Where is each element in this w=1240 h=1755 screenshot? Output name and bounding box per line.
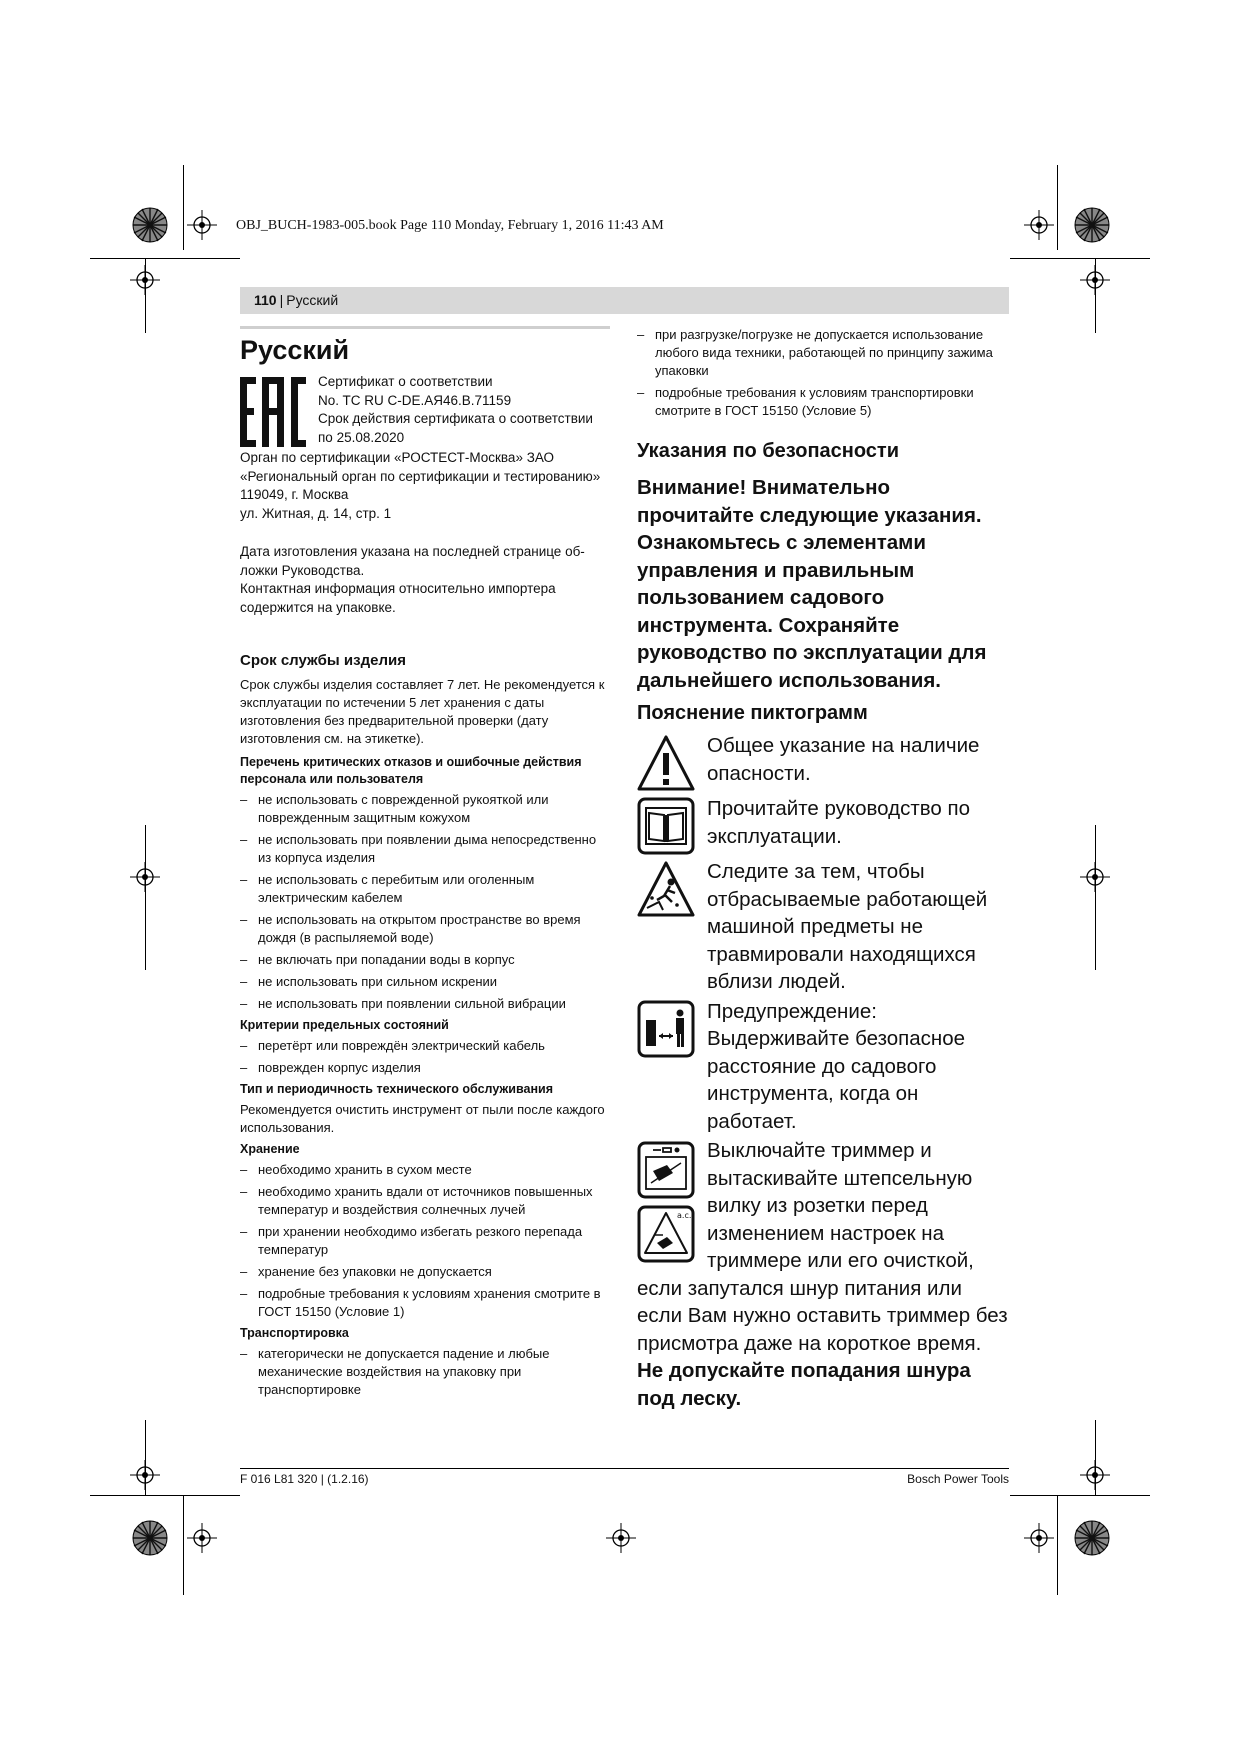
transport-list xyxy=(240,1345,610,1399)
unplug-icon xyxy=(637,1141,695,1199)
list-item: – подробные требования к условиям хранения смотрите в ГОСТ 15150 (Условие 1) xyxy=(240,1285,610,1321)
footer-doc-code: F 016 L81 320 | (1.2.16) xyxy=(240,1472,369,1486)
cert-line: по 25.08.2020 xyxy=(318,429,405,445)
registration-starburst-icon xyxy=(131,1519,169,1557)
limits-heading: Критерии предельных состояний xyxy=(240,1018,449,1032)
date-line: Контактная информация относительно импортера xyxy=(240,581,556,596)
safety-warning: Внимание! Внимательно прочитайте следующие указания. Ознакомьтесь с элементами управления и правильным пользованием садового инструмента. Сохраняйте руководство по эксплуатации для дальнейшего использования. xyxy=(637,476,987,692)
storage-list xyxy=(240,1161,610,1321)
certification-org xyxy=(240,449,610,523)
org-line: 119049, г. Москва xyxy=(240,487,349,502)
crosshair-mark-icon xyxy=(187,1523,217,1553)
page-header xyxy=(240,287,1009,314)
pictograms-heading: Пояснение пиктограмм xyxy=(637,702,868,724)
title-rule xyxy=(240,326,610,329)
list-item: – хранение без упаковки не допускается xyxy=(240,1263,610,1281)
ac-warning-icon xyxy=(637,1205,695,1263)
crosshair-mark-icon xyxy=(1024,210,1054,240)
registration-starburst-icon xyxy=(1073,1519,1111,1557)
eac-logo-icon xyxy=(240,377,306,447)
failures-list xyxy=(240,791,610,1013)
pictogram-text: Общее указание на наличие опасности. xyxy=(707,734,980,785)
safety-heading: Указания по безопасности xyxy=(637,440,900,462)
crosshair-mark-icon xyxy=(1080,265,1110,295)
maintenance-heading: Тип и периодичность технического обслуживания xyxy=(240,1082,553,1096)
list-item: – не включать при попадании воды в корпус xyxy=(240,951,610,969)
registration-starburst-icon xyxy=(131,206,169,244)
certificate-text xyxy=(318,373,593,447)
crosshair-mark-icon xyxy=(1080,1460,1110,1490)
list-item: – не использовать с перебитым или оголенным электрическим кабелем xyxy=(240,871,610,907)
list-item: – поврежден корпус изделия xyxy=(240,1059,610,1077)
date-line: Дата изготовления указана на последней странице об- xyxy=(240,544,585,559)
header-separator: | xyxy=(279,292,284,308)
list-item: – не использовать с поврежденной рукояткой или поврежденным защитным кожухом xyxy=(240,791,610,827)
pictogram-text: Прочитайте руководство по эксплуатации. xyxy=(707,797,970,848)
pictogram-row xyxy=(637,795,1009,850)
pictogram-row xyxy=(637,1137,1009,1275)
crosshair-mark-icon xyxy=(1080,862,1110,892)
crosshair-mark-icon xyxy=(187,210,217,240)
tail-bold: Не допускайте попадания шнура под леску. xyxy=(637,1359,971,1410)
org-line: Орган по сертификации «РОСТЕСТ-Москва» ЗАО xyxy=(240,450,555,465)
pictogram-row xyxy=(637,858,1009,996)
certificate-block xyxy=(240,373,610,449)
pictogram-row xyxy=(637,732,1009,787)
date-line: содержится на упаковке. xyxy=(240,599,396,615)
manufacture-date-info xyxy=(240,543,610,617)
list-item: – при хранении необходимо избегать резкого перепада температур xyxy=(240,1223,610,1259)
registration-starburst-icon xyxy=(1073,206,1111,244)
crosshair-mark-icon xyxy=(130,265,160,295)
right-column xyxy=(637,326,1009,1412)
page-number: 110 xyxy=(254,292,277,308)
crosshair-mark-icon xyxy=(1024,1523,1054,1553)
read-manual-icon xyxy=(637,797,695,855)
cert-line: No. TC RU C-DE.АЯ46.B.71159 xyxy=(318,392,512,408)
left-column xyxy=(240,326,610,1403)
crosshair-mark-icon xyxy=(130,862,160,892)
maintenance-text: Рекомендуется очистить инструмент от пыли после каждого использования. xyxy=(240,1102,605,1135)
list-item: – необходимо хранить вдали от источников повышенных температур и воздействия солнечных лучей xyxy=(240,1183,610,1219)
header-language: Русский xyxy=(286,292,339,308)
service-life-heading: Срок службы изделия xyxy=(240,652,406,669)
transport-list-continued xyxy=(637,326,1009,420)
pictogram-text: Следите за тем, чтобы отбрасываемые работающей машиной предметы не травмировали находящихся вблизи людей. xyxy=(707,860,988,993)
crosshair-mark-icon xyxy=(606,1523,636,1553)
list-item: – категорически не допускается падение и любые механические воздействия на упаковку при транспортировке xyxy=(240,1345,610,1399)
pictogram-row xyxy=(637,998,1009,1136)
list-item: – не использовать при сильном искрении xyxy=(240,973,610,991)
list-item: – при разгрузке/погрузке не допускается использование любого вида техники, работающей по принципу зажима упаковки xyxy=(637,326,1009,380)
list-item: – не использовать при появлении дыма непосредственно из корпуса изделия xyxy=(240,831,610,867)
pictogram-tail-text xyxy=(637,1275,1009,1413)
page-title: Русский xyxy=(240,335,350,365)
org-line: «Региональный орган по сертификации и тестированию» xyxy=(240,468,601,484)
list-item: – необходимо хранить в сухом месте xyxy=(240,1161,610,1179)
transport-heading: Транспортировка xyxy=(240,1326,349,1340)
svg-text:a.c.: a.c. xyxy=(677,1211,692,1220)
thrown-objects-icon xyxy=(637,860,695,918)
limits-list xyxy=(240,1037,610,1077)
list-item: – перетёрт или повреждён электрический кабель xyxy=(240,1037,610,1055)
list-item: – подробные требования к условиям транспортировки смотрите в ГОСТ 15150 (Условие 5) xyxy=(637,384,1009,420)
footer-rule xyxy=(240,1468,1009,1469)
org-line: ул. Житная, д. 14, стр. 1 xyxy=(240,505,392,521)
list-item: – не использовать на открытом пространстве во время дождя (в распыляемой воде) xyxy=(240,911,610,947)
danger-triangle-icon xyxy=(637,734,695,792)
safe-distance-icon xyxy=(637,1000,695,1058)
cert-line: Сертификат о соответствии xyxy=(318,374,493,389)
book-info-slug: OBJ_BUCH-1983-005.book Page 110 Monday, February 1, 2016 11:43 AM xyxy=(236,218,664,233)
pictogram-text: Предупреждение: Выдерживайте безопасное расстояние до садового инструмента, когда он работает. xyxy=(707,999,966,1133)
pictogram-text: Выключайте триммер и вытаскивайте штепсельную вилку из розетки перед изменением настроек на триммере или его очисткой, xyxy=(707,1139,974,1272)
footer-brand: Bosch Power Tools xyxy=(907,1472,1009,1486)
failures-heading: Перечень критических отказов и ошибочные действия персонала или пользователя xyxy=(240,755,582,786)
list-item: – не использовать при появлении сильной вибрации xyxy=(240,995,610,1013)
tail-regular: если запутался шнур питания или если Вам нужно оставить триммер без присмотра даже на короткое время. xyxy=(637,1276,1008,1355)
date-line: ложки Руководства. xyxy=(240,562,365,578)
crosshair-mark-icon xyxy=(130,1460,160,1490)
service-life-text: Срок службы изделия составляет 7 лет. Не рекомендуется к эксплуатации по истечении 5 лет хранения с даты изготовления без предварительной проверки (дату изготовления см. на этикетке). xyxy=(240,677,605,746)
cert-line: Срок действия сертификата о соответствии xyxy=(318,411,593,426)
storage-heading: Хранение xyxy=(240,1142,300,1156)
